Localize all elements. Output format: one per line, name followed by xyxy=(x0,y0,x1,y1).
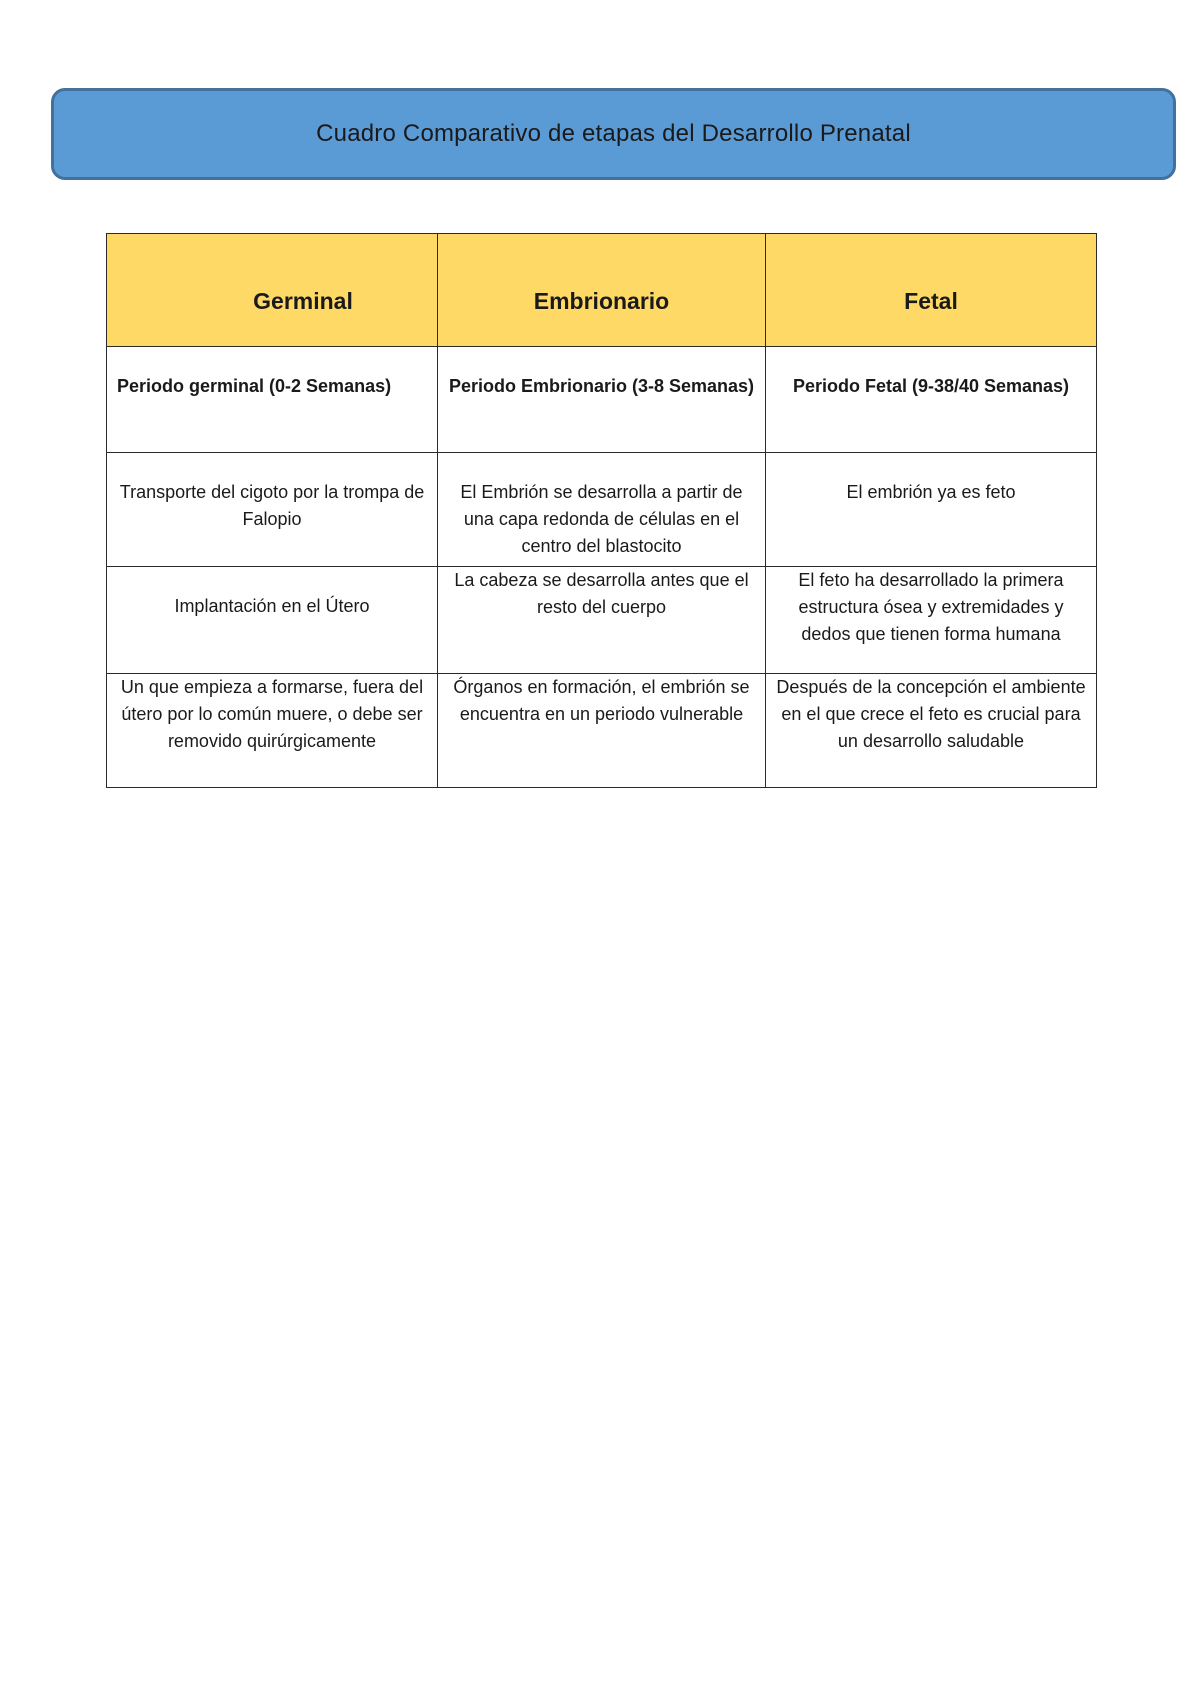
table-cell: Transporte del cigoto por la trompa de Falopio xyxy=(107,453,438,567)
period-row xyxy=(107,347,1097,453)
header-embrionario: Embrionario xyxy=(438,234,766,347)
comparison-table xyxy=(106,233,1097,788)
table-row xyxy=(107,567,1097,674)
period-embrionario: Periodo Embrionario (3-8 Semanas) xyxy=(438,347,766,453)
header-row xyxy=(107,234,1097,347)
table-cell: Órganos en formación, el embrión se encuentra en un periodo vulnerable xyxy=(438,674,766,788)
header-germinal: Germinal xyxy=(107,234,438,347)
period-fetal: Periodo Fetal (9-38/40 Semanas) xyxy=(766,347,1097,453)
table-row xyxy=(107,453,1097,567)
header-fetal: Fetal xyxy=(766,234,1097,347)
table-cell: Un que empieza a formarse, fuera del útero por lo común muere, o debe ser removido quirúrgicamente xyxy=(107,674,438,788)
table-cell: El feto ha desarrollado la primera estructura ósea y extremidades y dedos que tienen forma humana xyxy=(766,567,1097,674)
document-title: Cuadro Comparativo de etapas del Desarrollo Prenatal xyxy=(316,120,911,147)
table-cell: El embrión ya es feto xyxy=(766,453,1097,567)
table-row xyxy=(107,674,1097,788)
table-cell: Después de la concepción el ambiente en el que crece el feto es crucial para un desarrollo saludable xyxy=(766,674,1097,788)
table-cell: La cabeza se desarrolla antes que el resto del cuerpo xyxy=(438,567,766,674)
period-germinal: Periodo germinal (0-2 Semanas) xyxy=(107,347,438,453)
table-cell: El Embrión se desarrolla a partir de una capa redonda de células en el centro del blastocito xyxy=(438,453,766,567)
table-cell: Implantación en el Útero xyxy=(107,567,438,674)
title-banner xyxy=(51,88,1176,180)
